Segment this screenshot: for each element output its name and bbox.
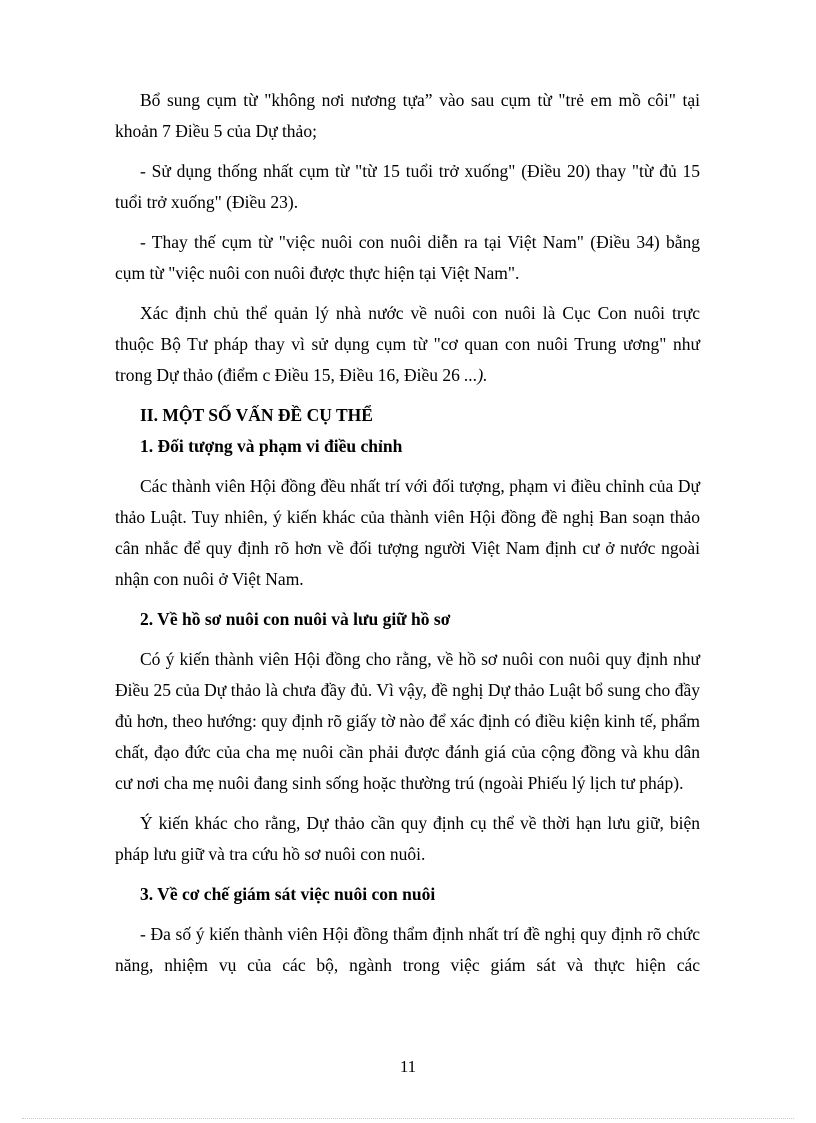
page-bottom-divider [22, 1118, 794, 1119]
subsection-heading: 2. Về hồ sơ nuôi con nuôi và lưu giữ hồ sơ [140, 609, 451, 629]
paragraph: Bổ sung cụm từ "không nơi nương tựa” vào sau cụm từ "trẻ em mồ côi" tại khoản 7 Điều 5 của Dự thảo; [115, 90, 700, 141]
paragraph-text: Xác định chủ thể quản lý nhà nước về nuôi con nuôi là Cục Con nuôi trực thuộc Bộ Tư pháp thay vì sử dụng cụm từ "cơ quan con nuôi Trung ương" như trong Dự thảo (điểm c Điều 15, Điều 16, Điều 26 [115, 303, 700, 385]
paragraph [115, 298, 700, 391]
subsection-heading: 3. Về cơ chế giám sát việc nuôi con nuôi [140, 884, 436, 904]
paragraph: - Thay thế cụm từ "việc nuôi con nuôi diễn ra tại Việt Nam" (Điều 34) bằng cụm từ "việc nuôi con nuôi được thực hiện tại Việt Nam". [115, 232, 700, 283]
paragraph-italic-text: ...). [464, 365, 488, 385]
subsection-heading: 1. Đối tượng và phạm vi điều chỉnh [140, 436, 403, 456]
section-heading: II. MỘT SỐ VẤN ĐỀ CỤ THỂ [140, 405, 373, 425]
document-body [115, 85, 700, 981]
paragraph: - Sử dụng thống nhất cụm từ "từ 15 tuổi trở xuống" (Điều 20) thay "từ đủ 15 tuổi trở xuống" (Điều 23). [115, 161, 700, 212]
paragraph: - Đa số ý kiến thành viên Hội đồng thẩm định nhất trí đề nghị quy định rõ chức năng, nhiệm vụ của các bộ, ngành trong việc giám sát và thực hiện các [115, 924, 700, 975]
page-number: 11 [399, 1057, 417, 1076]
paragraph: Có ý kiến thành viên Hội đồng cho rằng, về hồ sơ nuôi con nuôi quy định như Điều 25 của Dự thảo là chưa đầy đủ. Vì vậy, đề nghị Dự thảo Luật bổ sung cho đầy đủ hơn, theo hướng: quy định rõ giấy tờ nào để xác định có điều kiện kinh tế, phẩm chất, đạo đức của cha mẹ nuôi cần phải được đánh giá của cộng đồng và khu dân cư nơi cha mẹ nuôi đang sinh sống hoặc thường trú (ngoài Phiếu lý lịch tư pháp). [115, 649, 700, 793]
paragraph: Ý kiến khác cho rằng, Dự thảo cần quy định cụ thể về thời hạn lưu giữ, biện pháp lưu giữ và tra cứu hồ sơ nuôi con nuôi. [115, 813, 700, 864]
paragraph: Các thành viên Hội đồng đều nhất trí với đối tượng, phạm vi điều chỉnh của Dự thảo Luật. Tuy nhiên, ý kiến khác của thành viên Hội đồng đề nghị Ban soạn thảo cân nhắc để quy định rõ hơn về đối tượng người Việt Nam định cư ở nước ngoài nhận con nuôi ở Việt Nam. [115, 476, 700, 589]
